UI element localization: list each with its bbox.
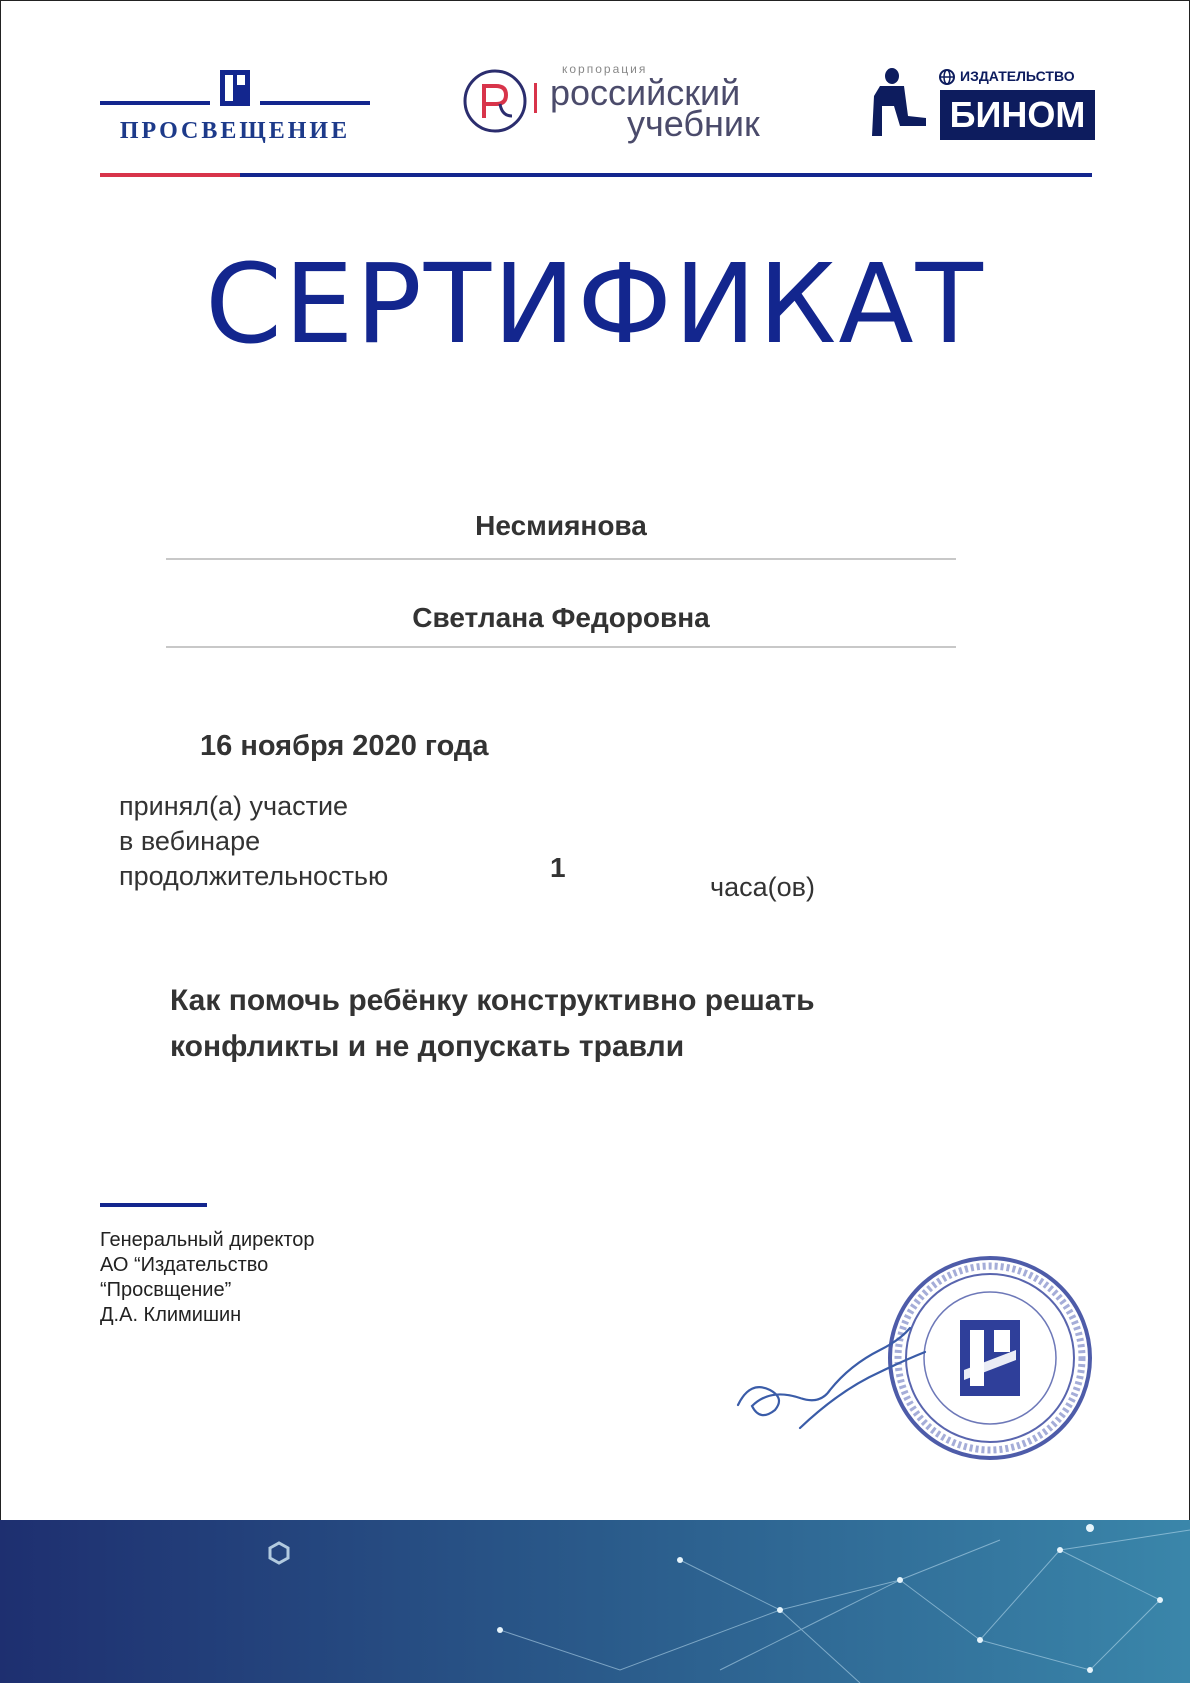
duration-hours: 1 <box>550 852 566 883</box>
prosveshchenie-logo <box>100 68 370 148</box>
footer-network-banner <box>0 1520 1190 1683</box>
participation-line: в вебинаре <box>119 826 261 856</box>
ru-line1: российский <box>550 72 741 113</box>
topic-line: Как помочь ребёнку конструктивно решать <box>170 984 815 1017</box>
signatory-line: Д.А. Климишин <box>100 1304 242 1326</box>
webinar-topic <box>170 978 930 1070</box>
participation-line: продолжительностью <box>119 861 389 891</box>
prosveshchenie-name: ПРОСВЕЩЕНИЕ <box>119 118 351 144</box>
topic-line: конфликты и не допускать травли <box>170 1030 685 1063</box>
binom-publisher-label: ИЗДАТЕЛЬСТВО <box>960 68 1075 84</box>
ru-line2: учебник <box>627 103 760 144</box>
prosveshchenie-mark-icon <box>100 68 370 118</box>
surname-underline <box>166 558 956 560</box>
certificate-title: СЕРТИФИКАТ <box>205 240 985 368</box>
ru-circle-icon <box>462 68 542 138</box>
signatory-line: Генеральный директор <box>100 1229 315 1251</box>
participation-line: принял(а) участие <box>119 791 349 821</box>
signatory-block <box>100 1228 315 1328</box>
signature-icon <box>730 1310 930 1440</box>
participation-text <box>119 789 388 894</box>
rossiyskiy-uchebnik-logo <box>462 60 792 144</box>
binom-box: БИНОМ <box>940 90 1095 140</box>
header-divider <box>100 173 1092 177</box>
seated-figure-icon <box>864 66 934 146</box>
ru-corporation-label: корпорация <box>562 62 648 76</box>
signatory-accent-bar <box>100 1203 207 1207</box>
binom-logo <box>864 64 1094 144</box>
signatory-line: АО “Издательство <box>100 1254 269 1276</box>
event-date: 16 ноября 2020 года <box>200 730 489 762</box>
signatory-line: “Просвщение” <box>100 1279 232 1301</box>
recipient-given-name: Светлана Федоровна <box>412 602 710 633</box>
duration-unit: часа(ов) <box>710 872 815 902</box>
globe-icon <box>938 68 956 86</box>
given-name-underline <box>166 646 956 648</box>
recipient-surname: Несмиянова <box>475 510 647 541</box>
